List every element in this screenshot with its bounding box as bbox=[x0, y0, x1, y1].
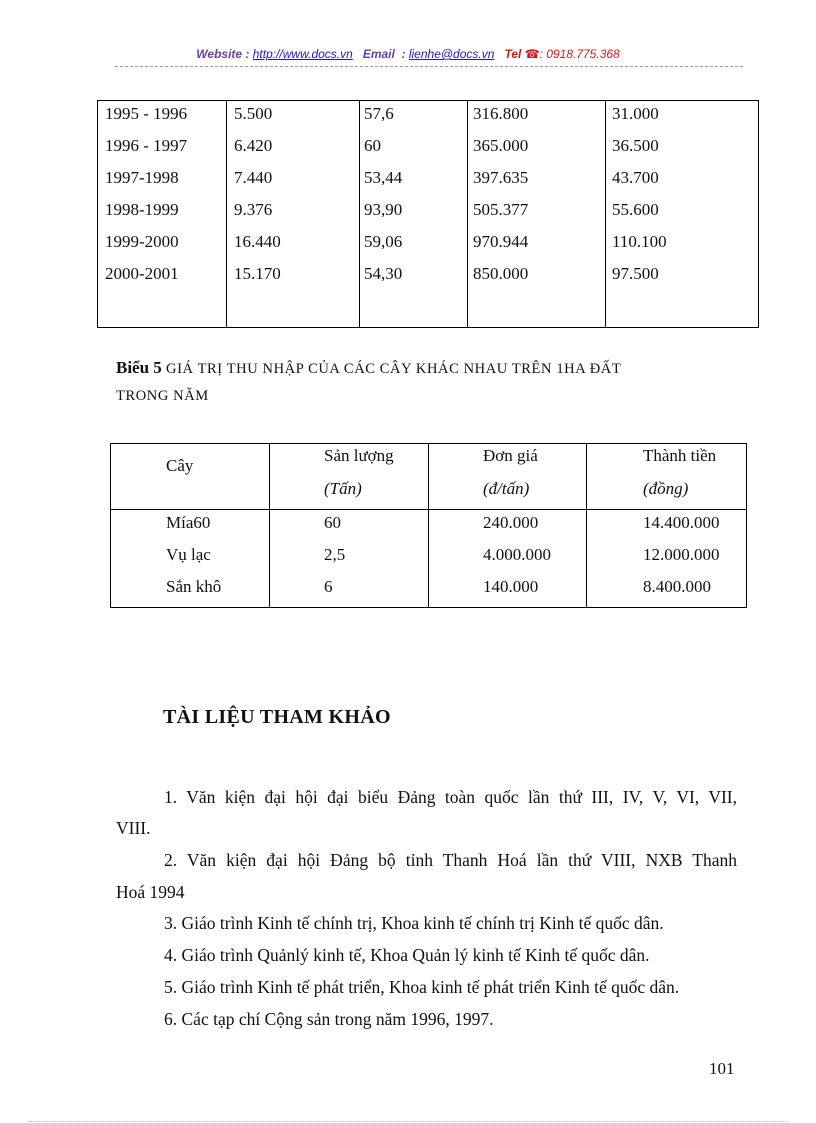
crop-income-table bbox=[110, 443, 747, 608]
table-cell: 8.400.000 bbox=[643, 577, 711, 596]
table-header-divider bbox=[111, 509, 746, 510]
table-cell: 110.100 bbox=[612, 232, 667, 251]
table-row bbox=[98, 264, 758, 296]
reference-item: 1. Văn kiện đại hội đại biểu Đảng toàn quốc lần thứ III, IV, V, VI, VII, bbox=[164, 787, 737, 807]
table-cell: 43.700 bbox=[612, 168, 659, 187]
production-table bbox=[97, 100, 759, 328]
table-header-unit: (đồng) bbox=[643, 479, 689, 498]
table-cell: 12.000.000 bbox=[643, 545, 720, 564]
table-cell: 55.600 bbox=[612, 200, 659, 219]
footer-divider bbox=[28, 1121, 788, 1122]
table-header: Thành tiền bbox=[643, 446, 717, 465]
table-cell: 57,6 bbox=[364, 104, 394, 123]
table-cell: 97.500 bbox=[612, 264, 659, 283]
table-header: Sản lượng bbox=[324, 446, 394, 465]
reference-item: 4. Giáo trình Quảnlý kinh tế, Khoa Quản lý kinh tế Kinh tế quốc dân. bbox=[164, 945, 650, 965]
table-cell: 316.800 bbox=[473, 104, 529, 123]
table-cell: 850.000 bbox=[473, 264, 529, 283]
reference-item-continued: Hoá 1994 bbox=[116, 882, 185, 902]
page-number: 101 bbox=[709, 1059, 735, 1078]
phone-icon: ☎ bbox=[524, 47, 540, 61]
reference-item: 5. Giáo trình Kinh tế phát triển, Khoa kinh tế phát triển Kinh tế quốc dân. bbox=[164, 977, 680, 997]
reference-item: 2. Văn kiện đại hội Đảng bộ tỉnh Thanh Hoá lần thứ VIII, NXB Thanh bbox=[164, 850, 737, 870]
table-cell: 140.000 bbox=[483, 577, 539, 596]
reference-item-continued: VIII. bbox=[116, 818, 151, 838]
table-cell: 60 bbox=[364, 136, 381, 155]
table-cell: 2000-2001 bbox=[105, 264, 179, 283]
email-link[interactable]: lienhe@docs.vn bbox=[408, 47, 495, 61]
tel-label: Tel bbox=[504, 47, 522, 61]
table-cell: 1999-2000 bbox=[105, 232, 179, 251]
table-cell: 505.377 bbox=[473, 200, 529, 219]
reference-item: 6. Các tạp chí Cộng sản trong năm 1996, 1997. bbox=[164, 1009, 494, 1029]
table-cell: 93,90 bbox=[364, 200, 403, 219]
table-cell: 1995 - 1996 bbox=[105, 104, 188, 123]
table-row bbox=[98, 232, 758, 264]
table-cell: 7.440 bbox=[234, 168, 273, 187]
page-header bbox=[0, 47, 816, 61]
table-cell: 15.170 bbox=[234, 264, 281, 283]
table-row bbox=[98, 104, 758, 136]
table-cell: Mía60 bbox=[166, 513, 211, 532]
caption-label: Biểu 5 bbox=[116, 358, 162, 377]
email-label: Email bbox=[362, 47, 395, 61]
table-caption-continued bbox=[116, 388, 738, 405]
table-header: Cây bbox=[166, 456, 194, 475]
table-header-unit: (đ/tấn) bbox=[483, 479, 530, 498]
caption-line2: TRONG NĂM bbox=[116, 388, 209, 404]
header-divider bbox=[115, 66, 743, 67]
table-column-divider bbox=[428, 444, 429, 607]
table-header-unit: (Tấn) bbox=[324, 479, 362, 498]
table-cell: 36.500 bbox=[612, 136, 659, 155]
table-cell: 4.000.000 bbox=[483, 545, 551, 564]
table-cell: Vụ lạc bbox=[166, 545, 211, 564]
table-cell: 240.000 bbox=[483, 513, 539, 532]
table-cell: 31.000 bbox=[612, 104, 659, 123]
table-cell: 54,30 bbox=[364, 264, 403, 283]
table-cell: 1996 - 1997 bbox=[105, 136, 188, 155]
table-cell: 53,44 bbox=[364, 168, 403, 187]
table-cell: 397.635 bbox=[473, 168, 529, 187]
table-cell: 60 bbox=[324, 513, 341, 532]
table-cell: 1997-1998 bbox=[105, 168, 179, 187]
table-cell: 6 bbox=[324, 577, 333, 596]
table-cell: Sắn khô bbox=[166, 577, 222, 596]
table-row bbox=[98, 200, 758, 232]
table-cell: 16.440 bbox=[234, 232, 281, 251]
references-title: TÀI LIỆU THAM KHẢO bbox=[163, 706, 391, 728]
email-separator: : bbox=[401, 47, 406, 61]
table-cell: 9.376 bbox=[234, 200, 273, 219]
table-cell: 1998-1999 bbox=[105, 200, 179, 219]
website-link[interactable]: http://www.docs.vn bbox=[252, 47, 353, 61]
table-cell: 365.000 bbox=[473, 136, 529, 155]
table-column-divider bbox=[269, 444, 270, 607]
table-caption bbox=[116, 358, 738, 378]
tel-value: : 0918.775.368 bbox=[539, 47, 620, 61]
caption-line1: GIÁ TRỊ THU NHẬP CỦA CÁC CÂY KHÁC NHAU TRÊN 1HA ĐẤT bbox=[166, 361, 622, 377]
table-cell: 14.400.000 bbox=[643, 513, 720, 532]
table-cell: 970.944 bbox=[473, 232, 529, 251]
table-column-divider bbox=[586, 444, 587, 607]
website-label: Website : bbox=[196, 47, 250, 61]
table-row bbox=[98, 136, 758, 168]
table-header: Đơn giá bbox=[483, 446, 538, 465]
table-cell: 59,06 bbox=[364, 232, 403, 251]
table-cell: 5.500 bbox=[234, 104, 273, 123]
reference-item: 3. Giáo trình Kinh tế chính trị, Khoa kinh tế chính trị Kinh tế quốc dân. bbox=[164, 913, 664, 933]
table-cell: 6.420 bbox=[234, 136, 273, 155]
table-cell: 2,5 bbox=[324, 545, 346, 564]
table-row bbox=[98, 168, 758, 200]
